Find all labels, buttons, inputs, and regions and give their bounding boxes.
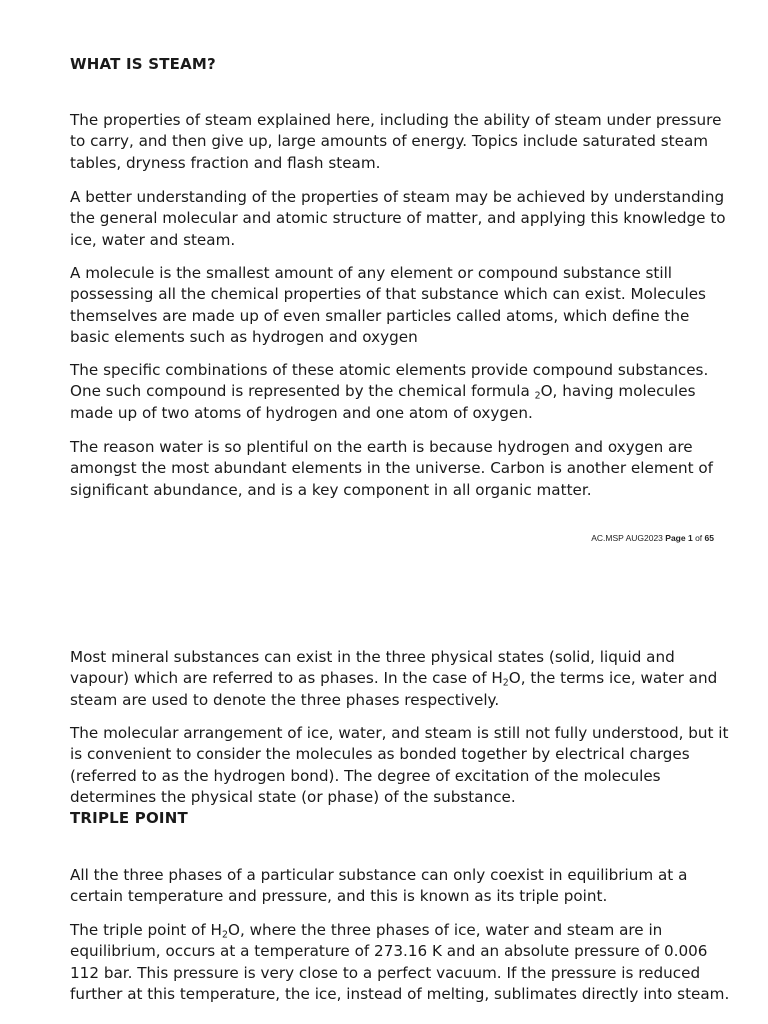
footer-of-word: of	[692, 533, 705, 543]
footer-page-word: Page	[665, 533, 686, 543]
paragraph-three-phases	[70, 647, 730, 711]
paragraph-triple-point-definition: All the three phases of a particular substance can only coexist in equilibrium at a certain temperature and pressure, and this is known as its triple point.	[70, 866, 688, 906]
phases-subscript: 2	[502, 677, 509, 689]
paragraph-molecular-structure: A better understanding of the properties of steam may be achieved by understanding the general molecular and atomic structure of matter, and applying this knowledge to ice, water and steam.	[70, 188, 726, 249]
formula-text-after: O, having molecules made up of two atoms of hydrogen and one atom of oxygen.	[70, 382, 696, 422]
paragraph-properties-intro: The properties of steam explained here, including the ability of steam under pressure to carry, and then give up, large amounts of energy. Topics include saturated steam tables, dryness fraction and flash steam.	[70, 111, 722, 172]
footer-page-number: 1	[687, 533, 693, 543]
page-footer	[591, 533, 714, 543]
formula-subscript: 2	[534, 390, 541, 402]
triple-text-before: The triple point of H	[70, 921, 222, 939]
paragraph-water-abundance: The reason water is so plentiful on the earth is because hydrogen and oxygen are amongst the most abundant elements in the universe. Carbon is another element of significant abundance, and is a key component in all organic matter.	[70, 438, 714, 499]
phases-text-before: Most mineral substances can exist in the three physical states (solid, liquid and vapour) which are referred to as phases. In the case of H	[70, 648, 675, 688]
paragraph-compound-formula	[70, 360, 730, 424]
section-heading-triple-point: TRIPLE POINT	[70, 809, 188, 827]
paragraph-molecular-arrangement: The molecular arrangement of ice, water, and steam is still not fully understood, but it is convenient to consider the molecules as bonded together by electrical charges (referred to as the hydrogen bond). The degree of excitation of the molecules determines the physical state (or phase) of the substance.	[70, 724, 729, 806]
paragraph-molecule-definition: A molecule is the smallest amount of any element or compound substance still possessing all the chemical properties of that substance which can exist. Molecules themselves are made up of even smaller particles called atoms, which define the basic elements such as hydrogen and oxygen	[70, 264, 706, 346]
paragraph-triple-point-water	[70, 920, 730, 1005]
triple-text-after: O, where the three phases of ice, water and steam are in equilibrium, occurs at a temperature of 273.16 K and an absolute pressure of 0.006 112 bar. This pressure is very close to a perfect vacuum. If the pressure is reduced further at this temperature, the ice, instead of melting, sublimates directly into steam.	[70, 921, 730, 1003]
phases-text-after: O, the terms ice, water and steam are used to denote the three phases respectively.	[70, 669, 718, 709]
footer-prefix: AC.MSP AUG2023	[591, 533, 666, 543]
section-heading-what-is-steam: WHAT IS STEAM?	[70, 55, 216, 73]
formula-text-before: The specific combinations of these atomic elements provide compound substances. One such compound is represented by the chemical formula	[70, 361, 709, 401]
triple-subscript: 2	[221, 929, 228, 941]
footer-page-total: 65	[704, 533, 714, 543]
